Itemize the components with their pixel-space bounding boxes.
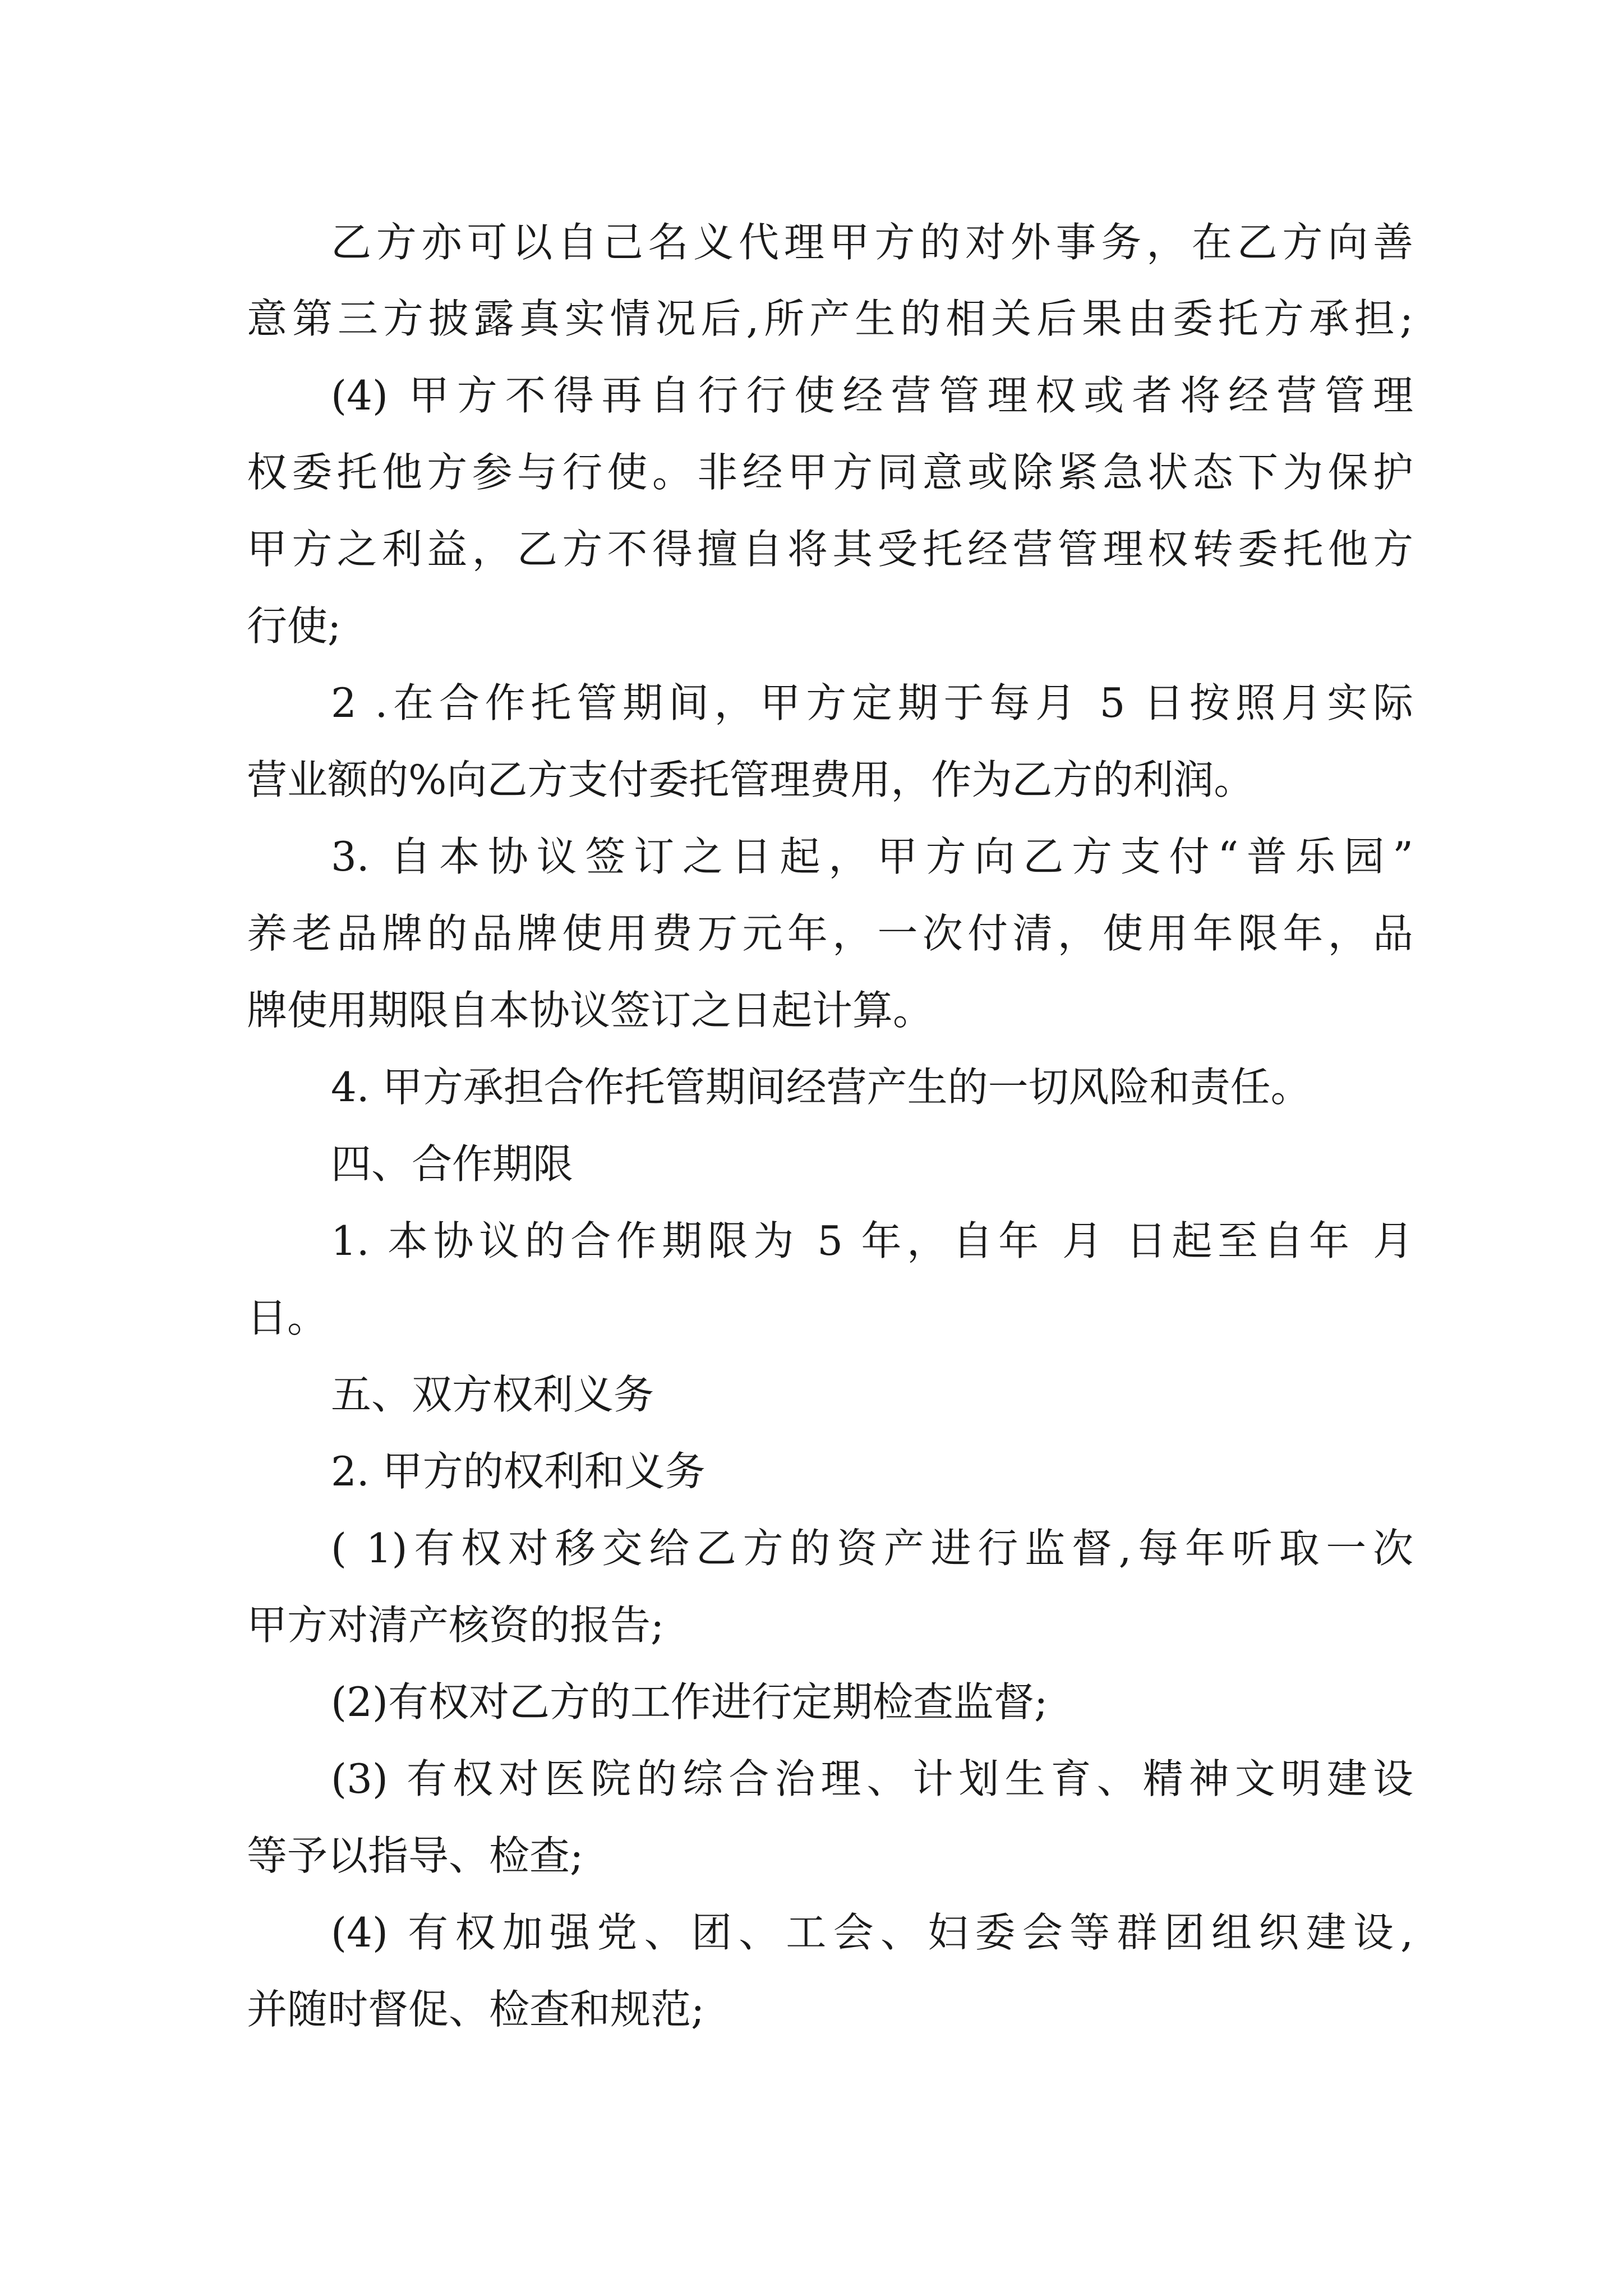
text-line: 4. 甲方承担合作托管期间经营产生的一切风险和责任。: [331, 1064, 1311, 1111]
text-line: (3) 有权对医院的综合治理、计划生育、精神文明建设: [331, 1755, 1413, 1802]
text-line: 乙方亦可以自己名义代理甲方的对外事务，在乙方向善: [331, 219, 1413, 266]
text-line: 日。: [247, 1294, 328, 1341]
text-line: 3. 自本协议签订之日起，甲方向乙方支付“普乐园”: [331, 833, 1413, 880]
text-line: 并随时督促、检查和规范;: [247, 1986, 705, 2033]
text-line: 甲方对清产核资的报告;: [247, 1602, 665, 1649]
text-line: (4) 甲方不得再自行行使经营管理权或者将经营管理: [331, 372, 1413, 419]
text-line: 行使;: [247, 602, 342, 650]
text-line: 牌使用期限自本协议签订之日起计算。: [247, 987, 934, 1034]
text-line: 2 .在合作托管期间，甲方定期于每月 5 日按照月实际: [331, 679, 1413, 726]
section-heading: 四、合作期限: [331, 1140, 574, 1188]
text-line: 甲方之利益，乙方不得擅自将其受托经营管理权转委托他方: [247, 526, 1413, 573]
section-heading: 五、双方权利义务: [331, 1371, 654, 1418]
text-line: 2. 甲方的权利和义务: [331, 1448, 706, 1495]
text-line: 意第三方披露真实情况后,所产生的相关后果由委托方承担;: [247, 295, 1413, 342]
text-line: 1. 本协议的合作期限为 5 年，自年 月 日起至自年 月: [331, 1217, 1413, 1264]
text-line: (4) 有权加强党、团、工会、妇委会等群团组织建设,: [331, 1909, 1413, 1956]
text-line: (2)有权对乙方的工作进行定期检查监督;: [331, 1678, 1048, 1726]
text-line: 等予以指导、检查;: [247, 1832, 584, 1879]
text-line: 养老品牌的品牌使用费万元年，一次付清，使用年限年，品: [247, 910, 1413, 957]
text-line: 营业额的%向乙方支付委托管理费用，作为乙方的利润。: [247, 756, 1255, 803]
text-line: ( 1)有权对移交给乙方的资产进行监督,每年听取一次: [331, 1525, 1413, 1572]
text-line: 权委托他方参与行使。非经甲方同意或除紧急状态下为保护: [247, 449, 1413, 496]
